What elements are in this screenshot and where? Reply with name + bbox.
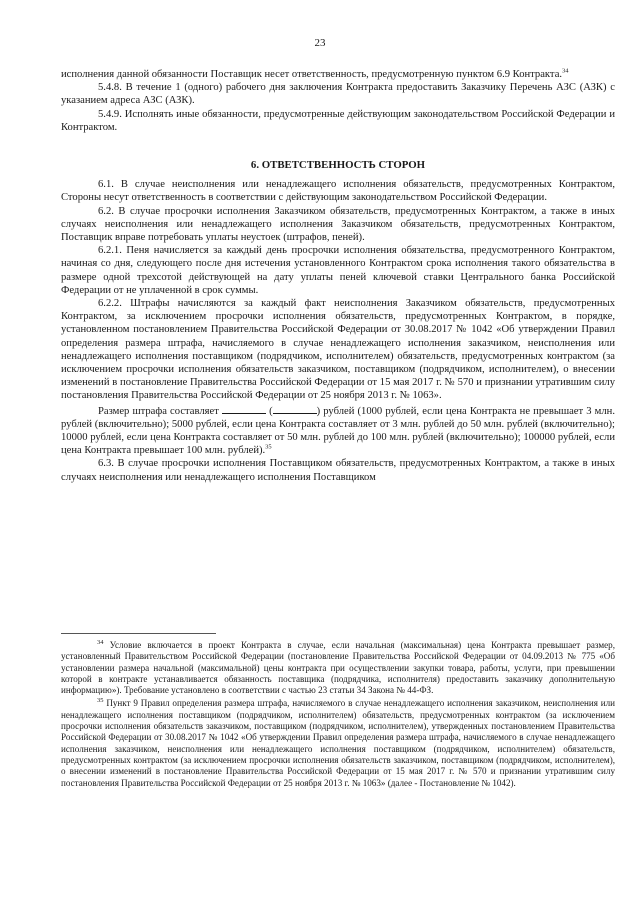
section-heading: 6. ОТВЕТСТВЕННОСТЬ СТОРОН [250, 159, 426, 172]
fine-amount-words-blank [273, 403, 317, 414]
footnote-ref: 34 [562, 67, 569, 75]
footnote-text: Пункт 9 Правил определения размера штрафа, начисляемого в случае ненадлежащего исполнения заказчиком, неисполнения или ненадлежащего исполнения поставщиком (подрядчиком, исполнителем) обязательств, предусмотренных контрактом (за исключением просрочки исполнения обязательств заказчиком, поставщиком (подрядчиком, исполнителем), утвержденных постановлением Правительства Российской Федерации от 30.08.2017 № 1042 «Об утверждении Правил определения размера штрафа, начисляемого в случае ненадлежащего исполнения заказчиком, неисполнения или ненадлежащего исполнения поставщиком (подрядчиком, исполнителем) обязательств, предусмотренных контрактом (за исключением просрочки исполнения обязательств заказчиком, поставщиком (подрядчиком, исполнителем), о внесении изменений в постановление Правительства Российской Федерации от 15 мая 2017 г. № 570 и признании утратившим силу постановления Правительства Российской Федерации от 25 ноября 2013 г. № 1063» (далее - Постановление № 1042). [61, 698, 615, 788]
footnote-number: 34 [97, 638, 104, 646]
footnote-number: 35 [97, 697, 104, 705]
paragraph-text: исполнения данной обязанности Поставщик несет ответственность, предусмотренную пунктом 6.9 Контракта. [61, 69, 563, 80]
clause-6-1: 6.1. В случае неисполнения или ненадлежащего исполнения обязательств, предусмотренных Контрактом, Стороны несут ответственность в соответствии с действующим законодательством Российской Федерации. [61, 179, 615, 204]
fine-text-start: Размер штрафа составляет [98, 405, 219, 417]
footnote-34 [61, 640, 615, 696]
clause-5-4-9: 5.4.9. Исполнять иные обязанности, предусмотренные действующим законодательством Российской Федерации и Контрактом. [61, 108, 615, 133]
footnote-text: Условие включается в проект Контракта в случае, если начальная (максимальная) цена Контракта превышает размер, установленный Правительством Российской Федерации (постановление Правительства Российской Федерации от 04.09.2013 № 775 «Об установлении размера начальной (максимальной) цены контракта при осуществлении закупки товара, работы, услуги, при превышении которой в контракте устанавливается обязанность поставщика (подрядчика, исполнителя) предоставить заказчику дополнительную информацию»). Требование установлено в соответствии с частью 23 статьи 34 Закона № 44-ФЗ. [61, 640, 615, 696]
clause-6-2: 6.2. В случае просрочки исполнения Заказчиком обязательств, предусмотренных Контрактом, а также в иных случаях неисполнения или ненадлежащего исполнения Заказчиком обязательств, предусмотренных Контрактом, Поставщик вправе потребовать уплаты неустоек (штрафов, пеней). [61, 205, 615, 244]
clause-5-4-8: 5.4.8. В течение 1 (одного) рабочего дня заключения Контракта предоставить Заказчику Перечень АЗС (АЗК) с указанием адреса АЗС (АЗК). [61, 82, 615, 107]
fine-amount-paragraph [61, 403, 615, 458]
document-body [61, 68, 615, 484]
footnote-35 [61, 698, 615, 788]
clause-6-3: 6.3. В случае просрочки исполнения Поставщиком обязательств, предусмотренных Контрактом, а также в иных случаях неисполнения или ненадлежащего исполнения Поставщиком [61, 458, 615, 483]
footnotes [61, 640, 615, 789]
fine-paren-open: ( [269, 405, 273, 417]
clause-6-2-2: 6.2.2. Штрафы начисляются за каждый факт неисполнения Заказчиком обязательств, предусмотренных Контрактом, за исключением просрочки исполнения обязательств, предусмотренных Контрактом, в порядке, установленном постановлением Правительства Российской Федерации от 30.08.2017 № 1042 «Об утверждении Правил определения размера штрафа, начисляемого в случае ненадлежащего исполнения заказчиком, неисполнения или ненадлежащего исполнения поставщиком (подрядчиком, исполнителем) обязательств, предусмотренных контрактом (за исключением просрочки исполнения обязательств заказчиком, поставщиком (подрядчиком, исполнителем), о внесении изменений в постановление Правительства Российской Федерации от 15 мая 2017 г. № 570 и признании утратившим силу постановления Правительства Российской Федерации от 25 ноября 2013 г. № 1063». [61, 298, 615, 402]
footnote-separator [61, 633, 216, 634]
paragraph-continuation [61, 68, 615, 81]
fine-text-rest: ) рублей (1000 рублей, если цена Контракта не превышает 3 млн. рублей (включительно); 5000 рублей, если цена Контракта составляет от 3 млн. рублей до 50 млн. рублей (включительно); 10000 рублей, если цена Контракта составляет от 50 млн. рублей до 100 млн. рублей (включительно); 100000 рублей, если цена Контракта превышает 100 млн. рублей). [61, 405, 615, 457]
footnote-ref: 35 [265, 443, 272, 451]
fine-amount-blank [222, 403, 266, 414]
page-number: 23 [314, 37, 326, 49]
clause-6-2-1: 6.2.1. Пеня начисляется за каждый день просрочки исполнения обязательства, предусмотренного Контрактом, начиная со дня, следующего после дня истечения установленного Контрактом срока исполнения такого обязательства в размере одной трехсотой действующей на дату уплаты пеней ключевой ставки Центрального банка Российской Федерации от не уплаченной в срок суммы. [61, 245, 615, 296]
